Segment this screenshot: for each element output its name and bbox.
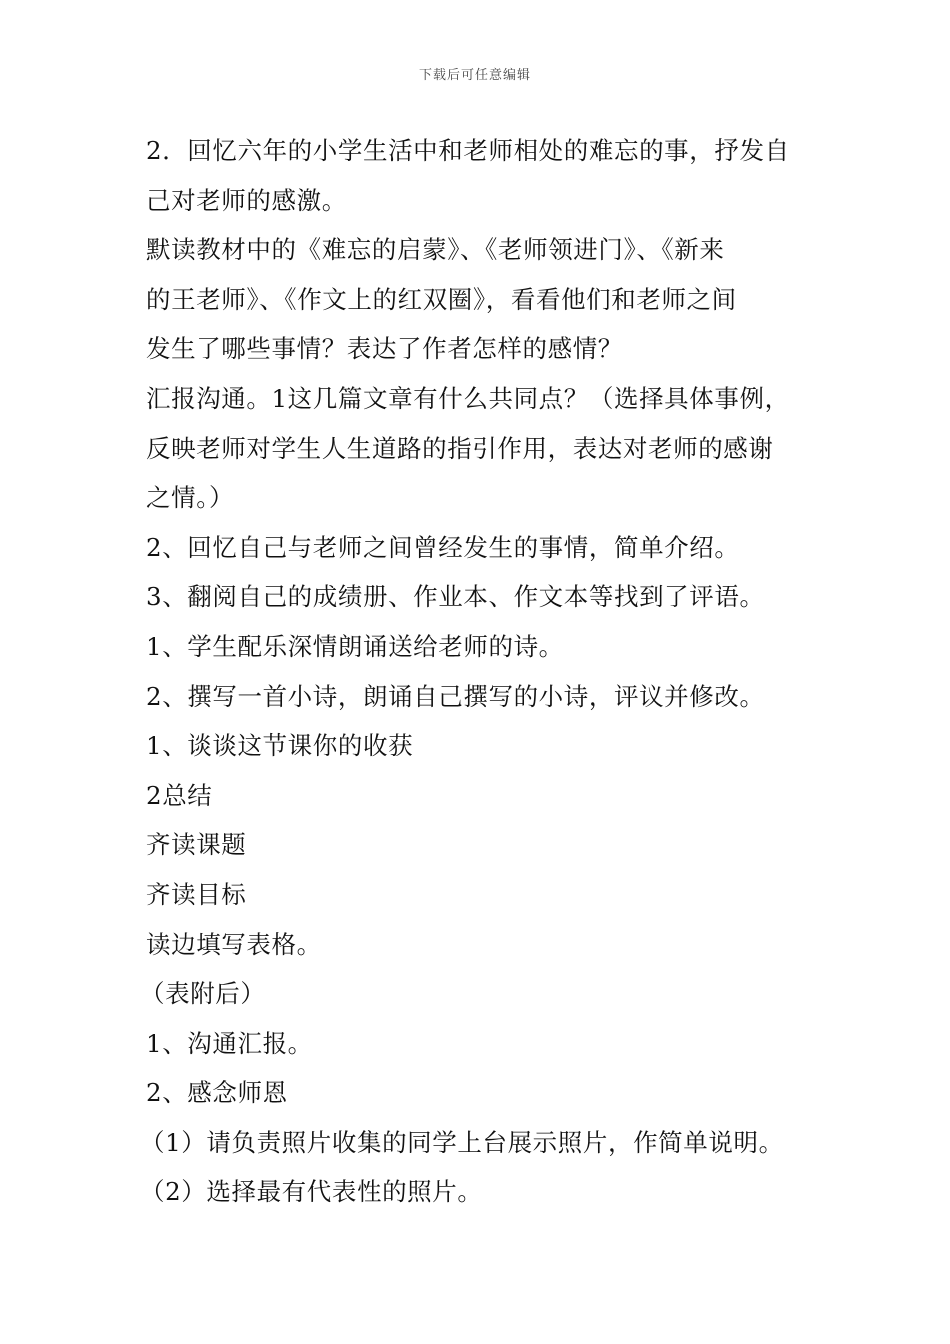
text-line: （2）选择最有代表性的照片。 (140, 1177, 483, 1207)
text-line: 2．回忆六年的小学生活中和老师相处的难忘的事，抒发自 (146, 136, 790, 165)
text-line: 齐读目标 (146, 879, 247, 909)
text-line: 1、谈谈这节课你的收获 (146, 731, 414, 761)
text-line: 汇报沟通。1这几篇文章有什么共同点？（选择具体事例， (146, 383, 790, 413)
text-line: 2总结 (146, 780, 213, 810)
text-line: 发生了哪些事情？表达了作者怎样的感情？ (146, 334, 623, 364)
text-line: 2、感念师恩 (146, 1078, 288, 1108)
text-line: 的王老师》、《作文上的红双圈》，看看他们和老师之间 (146, 284, 737, 314)
text-line: 反映老师对学生人生道路的指引作用，表达对老师的感谢 (146, 433, 774, 463)
text-line: 读边填写表格。 (146, 929, 322, 959)
text-line: （1）请负责照片收集的同学上台展示照片，作简单说明。 (140, 1127, 784, 1157)
text-line: 2、回忆自己与老师之间曾经发生的事情，简单介绍。 (146, 532, 740, 562)
text-line: 己对老师的感激。 (146, 185, 347, 215)
page-header: 下载后可任意编辑 (418, 68, 531, 83)
text-line: 齐读课题 (146, 830, 247, 860)
text-line: （表附后） (140, 979, 266, 1009)
text-line: 1、沟通汇报。 (146, 1028, 313, 1058)
text-line: 默读教材中的《难忘的启蒙》、《老师领进门》、《新来 (146, 235, 725, 265)
text-line: 3、翻阅自己的成绩册、作业本、作文本等找到了评语。 (146, 582, 765, 612)
document-body (140, 126, 816, 1217)
text-line: 1、学生配乐深情朗诵送给老师的诗。 (146, 631, 564, 661)
text-line: 2、撰写一首小诗，朗诵自己撰写的小诗，评议并修改。 (146, 681, 765, 711)
text-line: 之情。） (146, 483, 235, 513)
